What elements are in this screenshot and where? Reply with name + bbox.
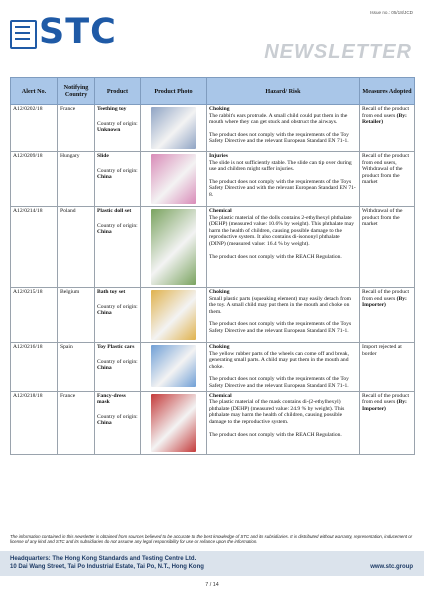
measures-cell: [360, 152, 415, 207]
product-cell: [95, 207, 141, 288]
origin-value: Unknown: [97, 127, 121, 134]
page-header: [0, 0, 424, 70]
hazard-title: Injuries: [209, 153, 228, 159]
column-header: Hazard/ Risk: [207, 78, 360, 105]
disclaimer-text: The information contained in this newsletter is obtained from sources believed to be accurate to the best knowledge of STC and its subsidiaries. It is distributed without warranty, representation, inducement or license of any kind and STC and its subsidiaries do not assume any legal responsibility for use or reliance upon the information.: [10, 534, 413, 545]
alerts-table: [10, 77, 415, 455]
column-header: Product: [95, 78, 141, 105]
stc-logo-icon: [10, 20, 37, 49]
product-name: Slide: [97, 153, 109, 159]
product-name: Toy Plastic cars: [97, 344, 135, 350]
table-row: [11, 288, 415, 343]
hazard-title: Chemical: [209, 392, 232, 399]
origin-label: Country of origin:: [97, 167, 138, 174]
alert-number: A12/0214/18: [11, 207, 58, 288]
product-name: Plastic doll set: [97, 208, 132, 214]
table-header-row: [11, 78, 415, 105]
hazard-cell: [207, 105, 360, 152]
origin-label: Country of origin:: [97, 303, 138, 310]
alert-number: A12/0202/18: [11, 105, 58, 152]
measures-cell: [360, 288, 415, 343]
origin-label: Country of origin:: [97, 120, 138, 127]
measures-by: (By: Importer): [362, 399, 407, 412]
table-row: [11, 152, 415, 207]
product-name: Teething toy: [97, 106, 127, 112]
origin-label: Country of origin:: [97, 222, 138, 229]
hazard-text: The rabbit's ears protrude. A small child could put them in the mouth where they can get stuck and obstruct the airways.: [209, 112, 348, 126]
origin-label: Country of origin:: [97, 358, 138, 365]
table-row: [11, 343, 415, 392]
product-photo-cell: [141, 391, 207, 454]
notifying-country: Belgium: [58, 288, 95, 343]
alerts-table-container: [10, 77, 414, 455]
product-photo-cell: [141, 343, 207, 392]
product-cell: [95, 105, 141, 152]
measures-cell: [360, 207, 415, 288]
measures-text: Recall of the product from end users: [362, 106, 410, 119]
measures-text: Recall of the product from end users, Withdrawal of the product from the market: [362, 153, 410, 186]
compliance-text: The product does not comply with the requirements of the Toy Safety Directive and the relevant European Standard EN 71-1.: [209, 376, 349, 389]
column-header: Product Photo: [141, 78, 207, 105]
hazard-text: The plastic material of the dolls contains 2-ethylhexyl phthalate (DEHP) (measured value: 10.6% by weight). This phthalate may harm the health of children, causing possible damage to the reproductive system. It also contains di-isononyl phthalate (DINP) (measured value: 16.4 % by weight).: [209, 214, 354, 247]
hazard-cell: [207, 152, 360, 207]
product-photo: [151, 394, 196, 452]
column-header: Alert No.: [11, 78, 58, 105]
hazard-text: The plastic material of the mask contains di-(2-ethylhexyl) phthalate (DEHP) (measured value: 24.9 % by weight). This phthalate may harm the health of children, causing possible damage to the reproductive system.: [209, 399, 345, 425]
measures-text: Withdrawal of the product from the market: [362, 208, 403, 228]
headquarters-address: 10 Dai Wang Street, Tai Po Industrial Estate, Tai Po, N.T., Hong Kong: [10, 564, 204, 570]
column-header: Measures Adopted: [360, 78, 415, 105]
measures-text: Recall of the product from end users: [362, 392, 410, 406]
notifying-country: France: [58, 391, 95, 454]
alert-number: A12/0215/18: [11, 288, 58, 343]
issue-number: Issue no.: 05/18/JCD: [370, 10, 413, 15]
hazard-text: The yellow rubber parts of the wheels can come off and break, generating small parts. A child may put them in the mouth and choke.: [209, 350, 349, 370]
compliance-text: The product does not comply with the requirements of the Toy Safety Directive and the relevant European Standard EN 71-1.: [209, 131, 349, 145]
hazard-cell: [207, 288, 360, 343]
product-cell: [95, 343, 141, 392]
table-row: [11, 391, 415, 454]
product-photo-cell: [141, 152, 207, 207]
headquarters-name: Headquarters: The Hong Kong Standards and Testing Centre Ltd.: [10, 556, 197, 562]
product-photo-cell: [141, 105, 207, 152]
hazard-title: Chemical: [209, 208, 232, 214]
alert-number: A12/0209/18: [11, 152, 58, 207]
measures-text: Recall of the product from end users: [362, 289, 410, 302]
notifying-country: Spain: [58, 343, 95, 392]
notifying-country: Hungary: [58, 152, 95, 207]
origin-label: Country of origin:: [97, 413, 138, 420]
origin-value: China: [97, 420, 112, 427]
product-photo: [151, 290, 196, 340]
compliance-text: The product does not comply with the REACH Regulation.: [209, 431, 342, 438]
product-photo: [151, 154, 196, 204]
notifying-country: France: [58, 105, 95, 152]
measures-text: Import rejected at border: [362, 344, 402, 357]
product-cell: [95, 391, 141, 454]
hazard-title: Choking: [209, 344, 230, 350]
column-header: Notifying Country: [58, 78, 95, 105]
hazard-cell: [207, 343, 360, 392]
product-photo-cell: [141, 288, 207, 343]
product-photo-cell: [141, 207, 207, 288]
newsletter-title: NEWSLETTER: [264, 41, 412, 63]
measures-cell: [360, 343, 415, 392]
website-link[interactable]: www.stc.group: [370, 564, 413, 570]
origin-value: China: [97, 229, 112, 236]
measures-cell: [360, 105, 415, 152]
table-body: [11, 105, 415, 455]
table-row: [11, 207, 415, 288]
origin-value: China: [97, 310, 112, 317]
hazard-cell: [207, 391, 360, 454]
product-photo: [151, 345, 196, 387]
product-photo: [151, 107, 196, 149]
product-name: Fancy-dress mask: [97, 392, 126, 406]
alert-number: A12/0218/18: [11, 391, 58, 454]
alert-number: A12/0216/18: [11, 343, 58, 392]
table-row: [11, 105, 415, 152]
product-photo: [151, 209, 196, 285]
compliance-text: The product does not comply with the requirements of the Toys Safety Directive and with the relevant European Standard EN 71-8.: [209, 178, 356, 198]
measures-by: (By: Importer): [362, 295, 407, 309]
notifying-country: Poland: [58, 207, 95, 288]
measures-by: (By: Retailer): [362, 112, 407, 126]
stc-logo-text: STC: [39, 12, 117, 52]
page-number: 7 / 14: [205, 582, 219, 588]
hazard-title: Choking: [209, 106, 230, 112]
hazard-text: Small plastic parts (squeaking element) may easily detach from the toy. A small child may put them in the mouth and choke on them.: [209, 295, 351, 315]
hazard-text: The slide is not sufficiently stable. The slide can tip over during use and children might suffer injuries.: [209, 159, 352, 173]
compliance-text: The product does not comply with the REACH Regulation.: [209, 253, 342, 260]
hazard-title: Choking: [209, 289, 230, 295]
origin-value: China: [97, 174, 112, 181]
product-name: Bath toy set: [97, 289, 126, 295]
compliance-text: The product does not comply with the requirements of the Toys Safety Directive and the relevant European Standard EN 71-1.: [209, 321, 352, 334]
origin-value: China: [97, 365, 112, 372]
measures-cell: [360, 391, 415, 454]
product-cell: [95, 288, 141, 343]
hazard-cell: [207, 207, 360, 288]
product-cell: [95, 152, 141, 207]
